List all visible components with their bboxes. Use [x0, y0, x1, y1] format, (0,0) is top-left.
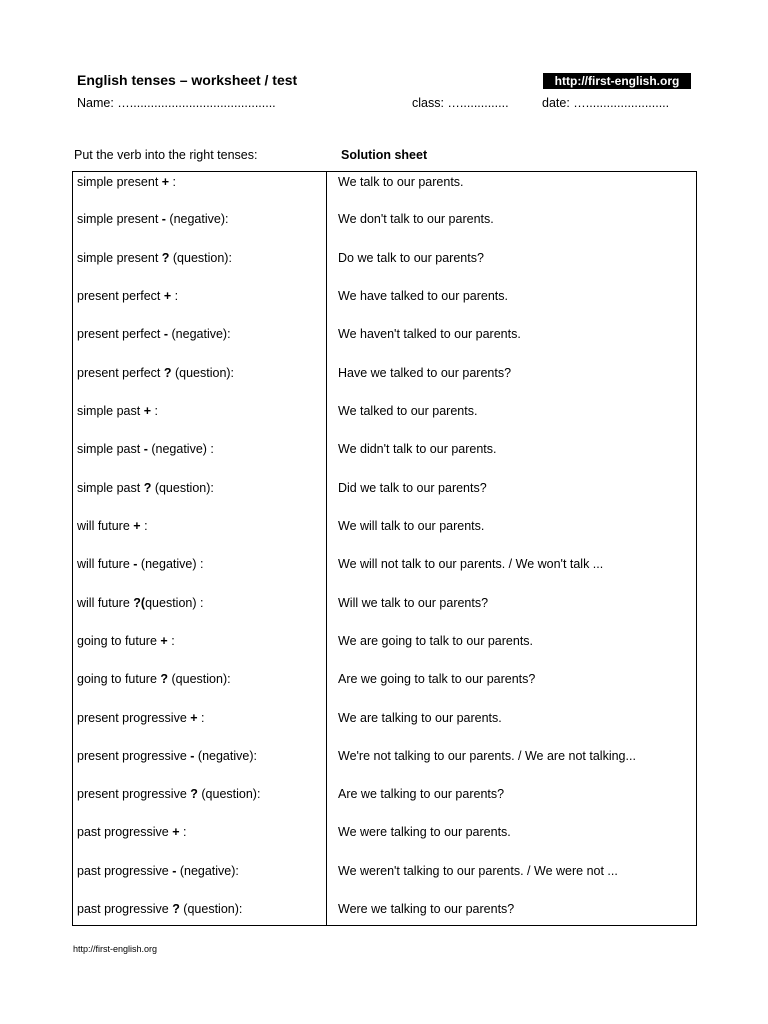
tense-name: simple present: [77, 212, 162, 226]
tense-name: present perfect: [77, 289, 164, 303]
solution-answer: We weren't talking to our parents. / We were not ...: [338, 864, 618, 878]
tense-type: :: [167, 634, 175, 648]
tense-table: [72, 171, 697, 926]
tense-name: past progressive: [77, 902, 173, 916]
tense-label: [77, 289, 178, 303]
tense-name: past progressive: [77, 864, 173, 878]
tense-label: [77, 672, 231, 686]
tense-name: simple past: [77, 481, 144, 495]
worksheet-title: English tenses – worksheet / test: [77, 72, 298, 88]
solution-answer: We haven't talked to our parents.: [338, 327, 521, 341]
tense-type: (question):: [171, 366, 235, 380]
tense-label: [77, 442, 214, 456]
tense-symbol: ?(: [133, 596, 146, 610]
tense-type: :: [140, 519, 148, 533]
tense-label: [77, 902, 242, 916]
solution-answer: Are we talking to our parents?: [338, 787, 505, 801]
tense-symbol: -: [133, 557, 138, 571]
tense-type: (negative):: [194, 749, 257, 763]
tense-name: present progressive: [77, 711, 191, 725]
tense-symbol: ?: [160, 672, 169, 686]
solution-answer: We don't talk to our parents.: [338, 212, 494, 226]
tense-name: going to future: [77, 672, 161, 686]
tense-label: [77, 481, 214, 495]
tense-symbol: +: [172, 825, 180, 839]
tense-symbol: +: [163, 289, 172, 303]
tense-label: [77, 864, 239, 878]
tense-label: [77, 366, 234, 380]
tense-name: will future: [77, 596, 134, 610]
tense-name: simple present: [77, 251, 162, 265]
solution-answer: Were we talking to our parents?: [338, 902, 515, 916]
tense-type: (question):: [151, 481, 214, 495]
solution-answer: We talked to our parents.: [338, 404, 478, 418]
solution-answer: Have we talked to our parents?: [338, 366, 512, 380]
table-divider: [326, 171, 327, 926]
class-field-label: class: …..............: [412, 96, 509, 110]
date-field-label: date: …........................: [542, 96, 670, 110]
tense-symbol: ?: [143, 481, 152, 495]
tense-type: (question):: [168, 672, 231, 686]
tense-type: question) :: [145, 596, 204, 610]
solution-answer: We didn't talk to our parents.: [338, 442, 497, 456]
instruction-text: Put the verb into the right tenses:: [74, 148, 258, 162]
tense-label: [77, 596, 203, 610]
tense-name: will future: [77, 519, 134, 533]
tense-type: (negative) :: [137, 557, 204, 571]
tense-type: :: [151, 404, 158, 418]
tense-symbol: +: [190, 711, 198, 725]
tense-label: [77, 251, 232, 265]
tense-label: [77, 557, 203, 571]
solution-answer: Do we talk to our parents?: [338, 251, 484, 265]
tense-type: :: [179, 825, 187, 839]
tense-name: will future: [77, 557, 134, 571]
tense-type: :: [169, 175, 177, 189]
tense-symbol: -: [163, 327, 169, 341]
tense-symbol: +: [143, 404, 152, 418]
tense-label: [77, 787, 260, 801]
tense-type: (negative):: [165, 212, 229, 226]
tense-symbol: ?: [161, 251, 170, 265]
tense-symbol: -: [190, 749, 195, 763]
solution-heading: Solution sheet: [341, 148, 428, 162]
tense-type: :: [197, 711, 205, 725]
tense-type: (negative) :: [147, 442, 214, 456]
footer-url[interactable]: http://first-english.org: [73, 944, 158, 954]
name-field-label: Name: …..........................................: [77, 96, 276, 110]
tense-label: [77, 825, 186, 839]
solution-answer: We are going to talk to our parents.: [338, 634, 534, 648]
tense-symbol: ?: [190, 787, 198, 801]
tense-label: [77, 519, 148, 533]
tense-name: present progressive: [77, 749, 191, 763]
tense-type: (question):: [197, 787, 261, 801]
solution-answer: We will not talk to our parents. / We won't talk ...: [338, 557, 604, 571]
tense-symbol: -: [172, 864, 177, 878]
site-url-badge[interactable]: http://first-english.org: [543, 73, 691, 89]
solution-answer: Will we talk to our parents?: [338, 596, 489, 610]
solution-answer: We will talk to our parents.: [338, 519, 485, 533]
solution-answer: Did we talk to our parents?: [338, 481, 487, 495]
solution-answer: Are we going to talk to our parents?: [338, 672, 536, 686]
solution-answer: We were talking to our parents.: [338, 825, 511, 839]
tense-label: [77, 327, 231, 341]
tense-name: present progressive: [77, 787, 191, 801]
tense-label: [77, 711, 205, 725]
tense-label: [77, 634, 175, 648]
tense-name: present perfect: [77, 327, 164, 341]
tense-symbol: -: [161, 212, 166, 226]
tense-name: present perfect: [77, 366, 164, 380]
tense-name: simple past: [77, 442, 144, 456]
tense-type: (negative):: [168, 327, 231, 341]
tense-label: [77, 212, 228, 226]
solution-answer: We talk to our parents.: [338, 175, 464, 189]
tense-type: (negative):: [176, 864, 239, 878]
tense-name: simple past: [77, 404, 144, 418]
solution-answer: We have talked to our parents.: [338, 289, 509, 303]
tense-type: (question):: [169, 251, 232, 265]
tense-symbol: +: [160, 634, 168, 648]
tense-type: :: [171, 289, 179, 303]
tense-label: [77, 749, 257, 763]
tense-symbol: ?: [163, 366, 172, 380]
solution-answer: We're not talking to our parents. / We are not talking...: [338, 749, 636, 763]
tense-name: simple present: [77, 175, 162, 189]
solution-answer: We are talking to our parents.: [338, 711, 502, 725]
tense-label: [77, 175, 176, 189]
tense-symbol: -: [143, 442, 148, 456]
tense-name: going to future: [77, 634, 161, 648]
tense-symbol: ?: [172, 902, 180, 916]
tense-label: [77, 404, 158, 418]
tense-symbol: +: [161, 175, 170, 189]
tense-symbol: +: [133, 519, 141, 533]
tense-name: past progressive: [77, 825, 173, 839]
tense-type: (question):: [179, 902, 243, 916]
